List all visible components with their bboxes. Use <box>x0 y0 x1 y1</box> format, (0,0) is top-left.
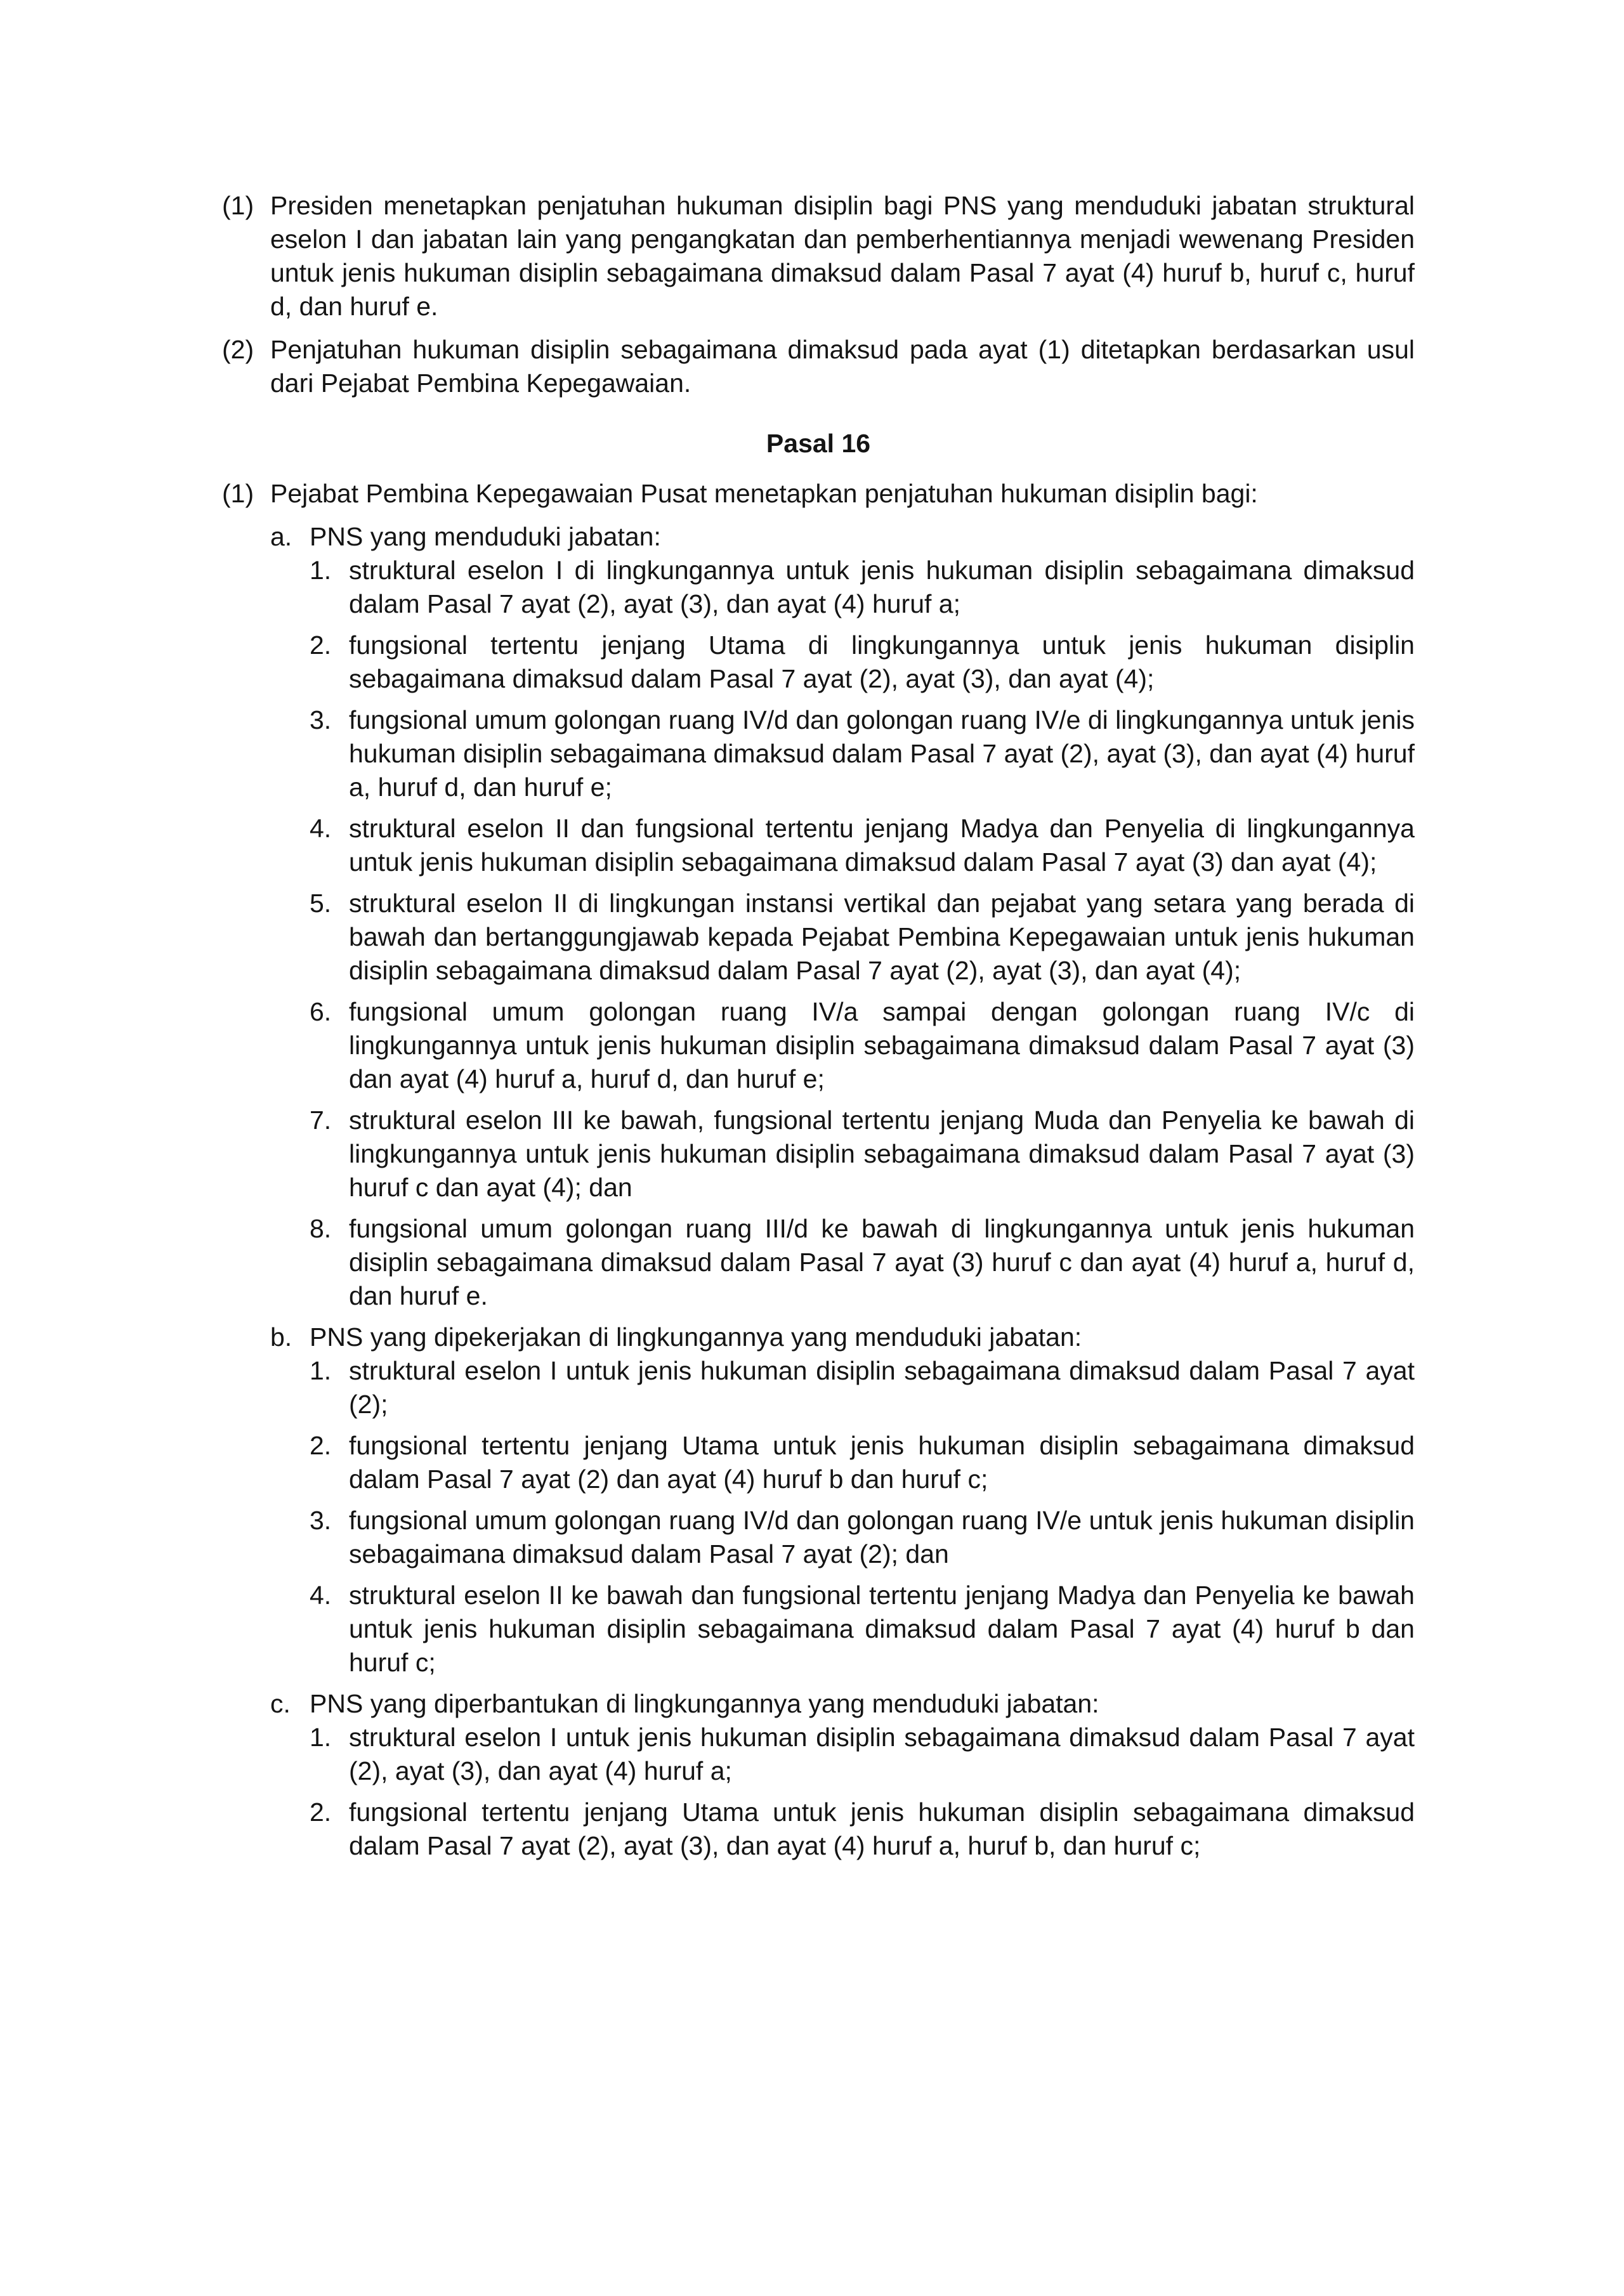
item-text: struktural eselon II ke bawah dan fungsional tertentu jenjang Madya dan Penyelia ke bawah untuk jenis hukuman disiplin sebagaimana dimaksud dalam Pasal 7 ayat (4) huruf b dan huruf c; <box>349 1581 1415 1677</box>
huruf-c-block <box>270 1687 1415 1863</box>
huruf-b-items <box>310 1354 1415 1680</box>
list-item <box>310 1504 1415 1571</box>
ayat-text: Pejabat Pembina Kepegawaian Pusat menetapkan penjatuhan hukuman disiplin bagi: <box>270 479 1258 508</box>
item-text: fungsional umum golongan ruang IV/a sampai dengan golongan ruang IV/c di lingkungannya untuk jenis hukuman disiplin sebagaimana dimaksud dalam Pasal 7 ayat (3) dan ayat (4) huruf a, huruf d, dan huruf e; <box>349 997 1415 1093</box>
item-text: fungsional tertentu jenjang Utama di lingkungannya untuk jenis hukuman disiplin sebagaimana dimaksud dalam Pasal 7 ayat (2), ayat (3), dan ayat (4); <box>349 630 1415 693</box>
item-text: fungsional umum golongan ruang III/d ke bawah di lingkungannya untuk jenis hukuman disiplin sebagaimana dimaksud dalam Pasal 7 ayat (3) huruf c dan ayat (4) huruf a, huruf d, dan huruf e. <box>349 1214 1415 1310</box>
pasal-title: Pasal 16 <box>766 429 871 458</box>
list-item <box>310 812 1415 879</box>
item-text: struktural eselon I untuk jenis hukuman disiplin sebagaimana dimaksud dalam Pasal 7 ayat (2), ayat (3), dan ayat (4) huruf a; <box>349 1723 1415 1785</box>
list-item <box>310 887 1415 988</box>
huruf-text: PNS yang menduduki jabatan: <box>310 522 661 551</box>
huruf-b-block <box>270 1321 1415 1680</box>
item-number: 2. <box>310 630 332 660</box>
huruf-a-items <box>310 554 1415 1313</box>
list-item <box>310 995 1415 1096</box>
ayat-number: (1) <box>222 191 254 220</box>
item-number: 4. <box>310 814 332 843</box>
item-text: struktural eselon III ke bawah, fungsional tertentu jenjang Muda dan Penyelia ke bawah di lingkungannya untuk jenis hukuman disiplin sebagaimana dimaksud dalam Pasal 7 ayat (3) huruf c dan ayat (4); dan <box>349 1106 1415 1202</box>
item-number: 3. <box>310 1506 332 1535</box>
item-number: 4. <box>310 1581 332 1610</box>
huruf-text: PNS yang dipekerjakan di lingkungannya yang menduduki jabatan: <box>310 1322 1082 1352</box>
huruf-a <box>270 520 1415 554</box>
item-text: struktural eselon I di lingkungannya untuk jenis hukuman disiplin sebagaimana dimaksud dalam Pasal 7 ayat (2), ayat (3), dan ayat (4) huruf a; <box>349 556 1415 618</box>
item-number: 7. <box>310 1106 332 1135</box>
item-number: 1. <box>310 1723 332 1752</box>
item-text: fungsional umum golongan ruang IV/d dan golongan ruang IV/e di lingkungannya untuk jenis hukuman disiplin sebagaimana dimaksud dalam Pasal 7 ayat (2), ayat (3), dan ayat (4) huruf a, huruf d, dan huruf e; <box>349 705 1415 802</box>
item-text: fungsional umum golongan ruang IV/d dan golongan ruang IV/e untuk jenis hukuman disiplin sebagaimana dimaksud dalam Pasal 7 ayat (2); dan <box>349 1506 1415 1569</box>
item-number: 2. <box>310 1797 332 1827</box>
item-text: struktural eselon II di lingkungan instansi vertikal dan pejabat yang setara yang berada di bawah dan bertanggungjawab kepada Pejabat Pembina Kepegawaian untuk jenis hukuman disiplin sebagaimana dimaksud dalam Pasal 7 ayat (2), ayat (3), dan ayat (4); <box>349 889 1415 985</box>
item-number: 8. <box>310 1214 332 1243</box>
list-item <box>310 629 1415 696</box>
list-item <box>310 1104 1415 1204</box>
ayat-text: Presiden menetapkan penjatuhan hukuman disiplin bagi PNS yang menduduki jabatan struktural eselon I dan jabatan lain yang pengangkatan dan pemberhentiannya menjadi wewenang Presiden untuk jenis hukuman disiplin sebagaimana dimaksud dalam Pasal 7 ayat (4) huruf b, huruf c, huruf d, dan huruf e. <box>270 191 1415 321</box>
list-item <box>310 1354 1415 1421</box>
ayat-number: (1) <box>222 479 254 508</box>
document-page <box>222 189 1415 1870</box>
huruf-c-items <box>310 1721 1415 1863</box>
huruf-b <box>270 1321 1415 1354</box>
item-number: 3. <box>310 705 332 734</box>
list-item <box>310 1796 1415 1863</box>
list-item <box>310 1579 1415 1680</box>
item-text: struktural eselon I untuk jenis hukuman disiplin sebagaimana dimaksud dalam Pasal 7 ayat (2); <box>349 1356 1415 1419</box>
pasal-16-ayat-1 <box>222 477 1415 511</box>
list-item <box>310 554 1415 621</box>
huruf-letter: c. <box>270 1689 291 1718</box>
huruf-letter: a. <box>270 522 292 551</box>
item-text: fungsional tertentu jenjang Utama untuk jenis hukuman disiplin sebagaimana dimaksud dalam Pasal 7 ayat (2), ayat (3), dan ayat (4) huruf a, huruf b, dan huruf c; <box>349 1797 1415 1860</box>
item-number: 5. <box>310 889 332 918</box>
item-number: 1. <box>310 1356 332 1385</box>
huruf-c <box>270 1687 1415 1721</box>
list-item <box>310 1429 1415 1496</box>
item-number: 6. <box>310 997 332 1026</box>
list-item <box>310 1212 1415 1313</box>
item-number: 1. <box>310 556 332 585</box>
ayat-1 <box>222 189 1415 323</box>
huruf-text: PNS yang diperbantukan di lingkungannya yang menduduki jabatan: <box>310 1689 1099 1718</box>
huruf-letter: b. <box>270 1322 292 1352</box>
ayat-text: Penjatuhan hukuman disiplin sebagaimana dimaksud pada ayat (1) ditetapkan berdasarkan usul dari Pejabat Pembina Kepegawaian. <box>270 335 1415 398</box>
ayat-number: (2) <box>222 335 254 364</box>
huruf-a-block <box>270 520 1415 1313</box>
list-item <box>310 1721 1415 1788</box>
item-text: struktural eselon II dan fungsional tertentu jenjang Madya dan Penyelia di lingkungannya untuk jenis hukuman disiplin sebagaimana dimaksud dalam Pasal 7 ayat (3) dan ayat (4); <box>349 814 1415 877</box>
item-number: 2. <box>310 1431 332 1460</box>
list-item <box>310 703 1415 804</box>
ayat-2 <box>222 333 1415 400</box>
item-text: fungsional tertentu jenjang Utama untuk jenis hukuman disiplin sebagaimana dimaksud dalam Pasal 7 ayat (2) dan ayat (4) huruf b dan huruf c; <box>349 1431 1415 1494</box>
